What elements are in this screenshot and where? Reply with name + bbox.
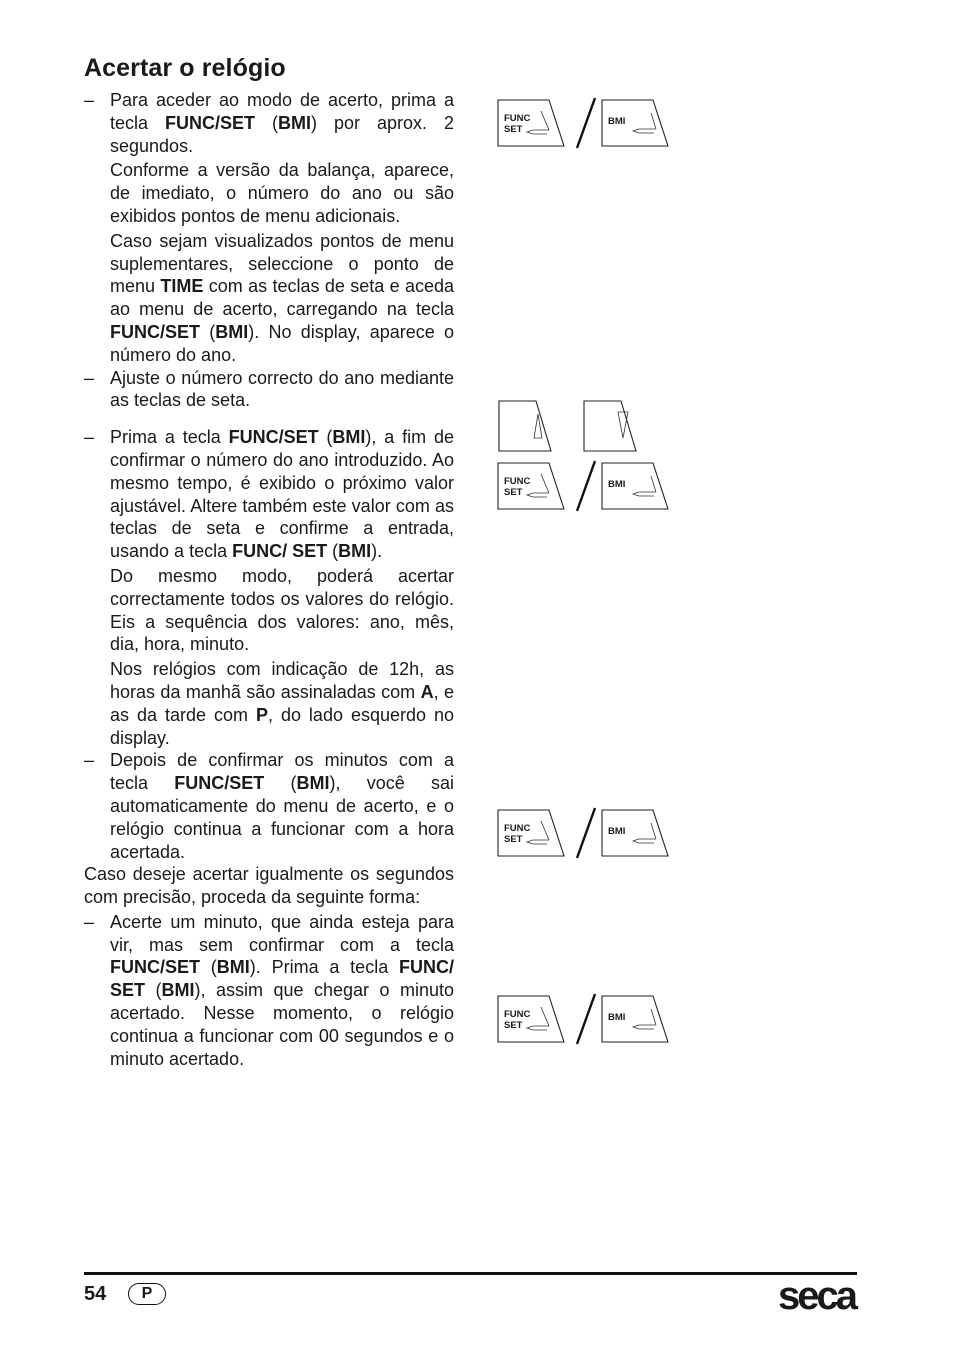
or-slash <box>575 807 597 859</box>
step-enter-setup-note: Conforme a versão da balança, aparece, de imediato, o número do ano ou são exibidos pontos de menu adicionais. <box>110 160 454 226</box>
func-set-key-label: FUNC SET <box>504 113 531 135</box>
arrow-down-key <box>583 400 638 452</box>
bmi-key <box>601 462 669 510</box>
step-enter-setup-menu: Caso sejam visualizados pontos de menu suplementares, seleccione o ponto de menu TIME com as teclas de seta e aceda ao menu de acerto, carregando na tecla FUNC/SET (BMI). No display, aparece o número do ano. <box>110 230 455 365</box>
func-set-key <box>497 809 565 857</box>
list-dash: – <box>84 90 95 110</box>
step-value-sequence: Do mesmo modo, poderá acertar correctamente todos os valores do relógio. Eis a sequência dos valores: ano, mês, dia, hora, minuto. <box>110 565 454 655</box>
seconds-intro: Caso deseje acertar igualmente os segundos com precisão, proceda da seguinte forma: <box>84 864 454 908</box>
bmi-key <box>601 809 669 857</box>
bmi-key-label: BMI <box>608 479 626 490</box>
func-set-bmi-key-illustration <box>497 460 672 512</box>
bmi-key-label: BMI <box>608 1012 626 1023</box>
step-adjust-year: – Ajuste o número correcto do ano mediante as teclas de seta. <box>84 367 454 411</box>
arrow-up-key <box>498 400 553 452</box>
bmi-key-label: BMI <box>608 826 626 837</box>
func-set-key <box>497 99 565 147</box>
language-badge: P <box>128 1283 166 1305</box>
list-dash: – <box>84 367 95 388</box>
func-set-bmi-key-illustration <box>497 993 672 1045</box>
func-set-key <box>497 995 565 1043</box>
bmi-key <box>601 995 669 1043</box>
page-title: Acertar o relógio <box>84 54 286 82</box>
step-12h-note: Nos relógios com indicação de 12h, as horas da manhã são assinaladas com A, e as da tarde com P, do lado esquerdo no display. <box>110 659 454 748</box>
func-set-key-label: FUNC SET <box>504 476 531 498</box>
or-slash <box>575 993 597 1045</box>
list-dash: – <box>84 427 95 448</box>
func-set-bmi-key-illustration <box>497 807 672 859</box>
arrow-keys-illustration <box>498 400 638 452</box>
seca-logo: seca <box>778 1274 855 1318</box>
step-enter-setup: – Para aceder ao modo de acerto, prima a tecla FUNC/SET (BMI) por aprox. 2 segundos. <box>84 90 454 156</box>
func-set-key-label: FUNC SET <box>504 1009 531 1031</box>
bmi-key <box>601 99 669 147</box>
page-number: 54 <box>84 1283 107 1305</box>
func-set-bmi-key-illustration <box>497 97 672 149</box>
list-dash: – <box>84 750 95 771</box>
step-exit-setup: – Depois de confirmar os minutos com a tecla FUNC/SET (BMI), você sai automaticamente do menu de acerto, e o relógio continua a funcionar com a hora acertada. <box>84 750 454 862</box>
bmi-key-label: BMI <box>608 116 626 127</box>
or-slash <box>575 97 597 149</box>
step-set-seconds: – Acerte um minuto, que ainda esteja para vir, mas sem confirmar com a tecla FUNC/SET (BMI). Prima a tecla FUNC/ SET (BMI), assim que chegar o minuto acertado. Nesse momento, o relógio continua a funcionar com 00 segundos e o minuto acertado. <box>84 911 454 1069</box>
step-confirm-year: – Prima a tecla FUNC/SET (BMI), a fim de confirmar o número do ano introduzido. Ao mesmo tempo, é exibido o próximo valor ajustável. Altere também este valor com as teclas de seta e confirme a entrada, usando a tecla FUNC/ SET (BMI). <box>84 427 454 562</box>
instructions-column <box>84 89 454 1070</box>
list-dash: – <box>84 911 95 932</box>
func-set-key <box>497 462 565 510</box>
footer-rule <box>84 1272 857 1275</box>
func-set-key-label: FUNC SET <box>504 823 531 845</box>
or-slash <box>575 460 597 512</box>
